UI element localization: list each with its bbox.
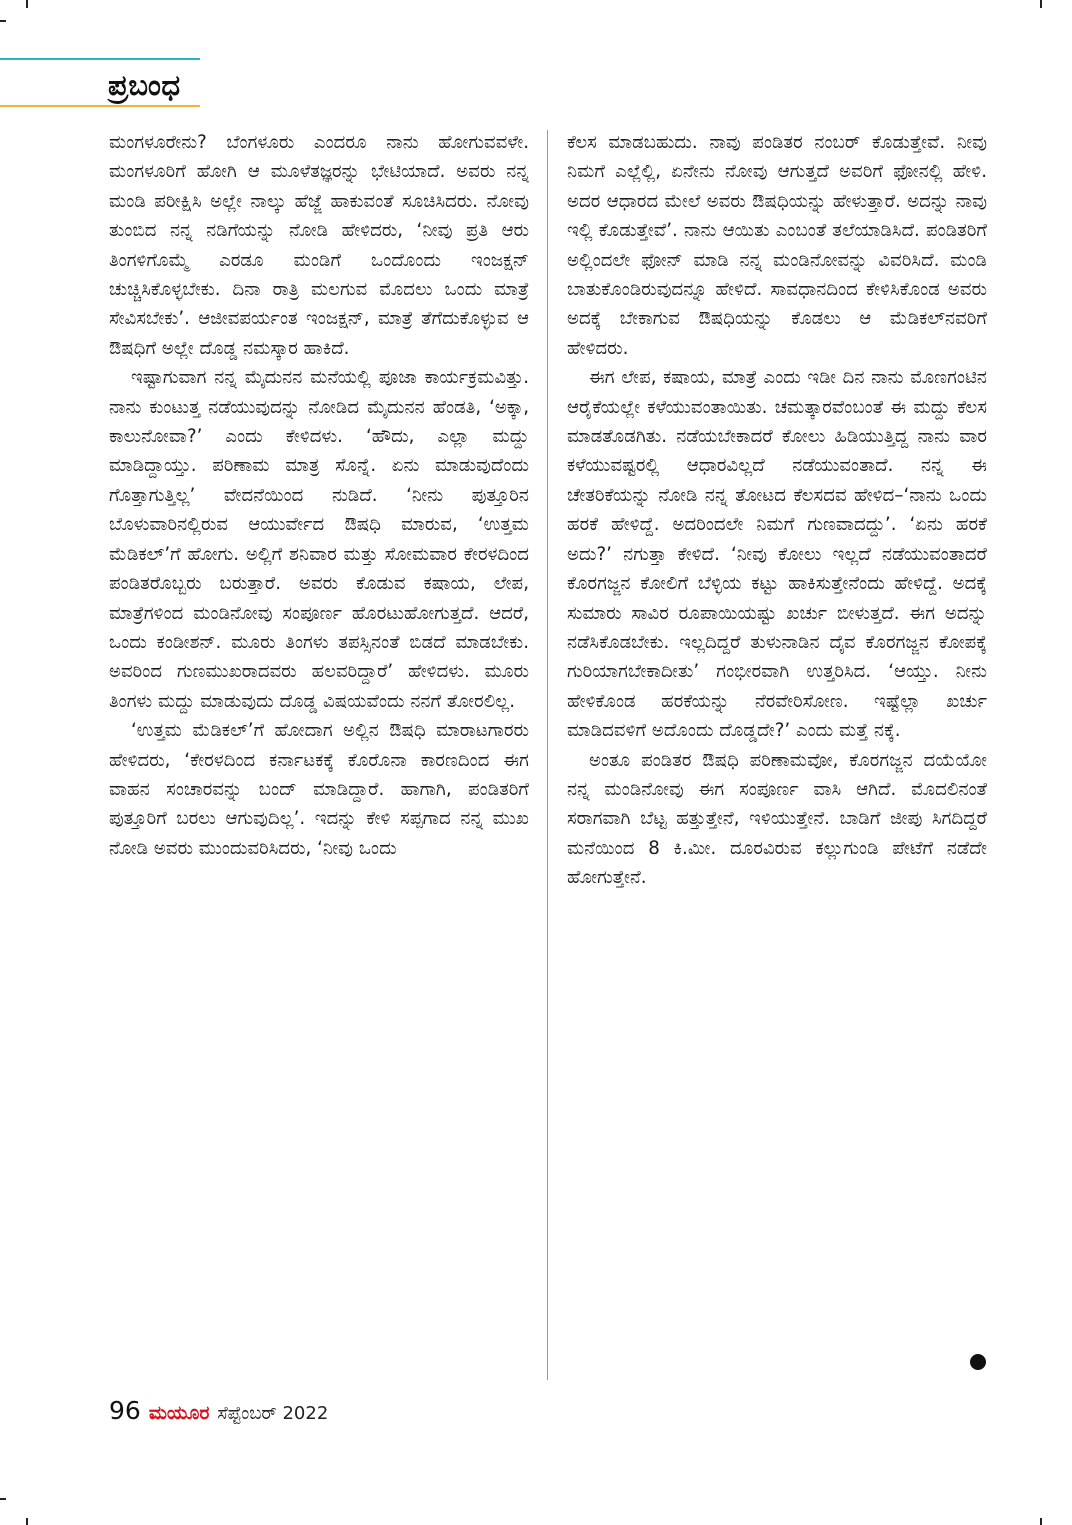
crop-mark	[26, 1518, 28, 1525]
article-column-left	[109, 128, 529, 863]
header-rule-top	[0, 58, 200, 60]
section-title: ಪ್ರಬಂಧ	[108, 68, 181, 102]
article-paragraph: ಮಂಗಳೂರೇನು? ಬೆಂಗಳೂರು ಎಂದರೂ ನಾನು ಹೋಗುವವಳೇ. ಮಂಗಳೂರಿಗೆ ಹೋಗಿ ಆ ಮೂಳೆತಜ್ಞರನ್ನು ಭೇಟಿಯಾದೆ. ಅವರು ನನ್ನ ಮಂಡಿ ಪರೀಕ್ಷಿಸಿ ಅಲ್ಲೇ ನಾಲ್ಕು ಹೆಜ್ಜೆ ಹಾಕುವಂತೆ ಸೂಚಿಸಿದರು. ನೋವು ತುಂಬಿದ ನನ್ನ ನಡಿಗೆಯನ್ನು ನೋಡಿ ಹೇಳಿದರು, ‘ನೀವು ಪ್ರತಿ ಆರು ತಿಂಗಳಿಗೊಮ್ಮೆ ಎರಡೂ ಮಂಡಿಗೆ ಒಂದೊಂದು ಇಂಜಕ್ಷನ್ ಚುಚ್ಚಿಸಿಕೊಳ್ಳಬೇಕು. ದಿನಾ ರಾತ್ರಿ ಮಲಗುವ ಮೊದಲು ಒಂದು ಮಾತ್ರೆ ಸೇವಿಸಬೇಕು’. ಆಜೀವಪರ್ಯಂತ ಇಂಜಕ್ಷನ್, ಮಾತ್ರೆ ತೆಗೆದುಕೊಳ್ಳುವ ಆ ಔಷಧಿಗೆ ಅಲ್ಲೇ ದೊಡ್ಡ ನಮಸ್ಕಾರ ಹಾಕಿದೆ.	[109, 132, 529, 359]
crop-mark	[1040, 1518, 1042, 1525]
article-paragraph: ‘ಉತ್ತಮ ಮೆಡಿಕಲ್’ಗೆ ಹೋದಾಗ ಅಲ್ಲಿನ ಔಷಧಿ ಮಾರಾಟಗಾರರು ಹೇಳಿದರು, ‘ಕೇರಳದಿಂದ ಕರ್ನಾಟಕಕ್ಕೆ ಕೊರೊನಾ ಕಾರಣದಿಂದ ಈಗ ವಾಹನ ಸಂಚಾರವನ್ನು ಬಂದ್ ಮಾಡಿದ್ದಾರೆ. ಹಾಗಾಗಿ, ಪಂಡಿತರಿಗೆ ಪುತ್ತೂರಿಗೆ ಬರಲು ಆಗುವುದಿಲ್ಲ’. ಇದನ್ನು ಕೇಳಿ ಸಪ್ಪಗಾದ ನನ್ನ ಮುಖ ನೋಡಿ ಅವರು ಮುಂದುವರಿಸಿದರು, ‘ನೀವು ಒಂದು	[109, 720, 529, 859]
article-paragraph: ಈಗ ಲೇಪ, ಕಷಾಯ, ಮಾತ್ರೆ ಎಂದು ಇಡೀ ದಿನ ನಾನು ಮೊಣಗಂಟಿನ ಆರೈಕೆಯಲ್ಲೇ ಕಳೆಯುವಂತಾಯಿತು. ಚಮತ್ಕಾರವೆಂಬಂತೆ ಈ ಮದ್ದು ಕೆಲಸ ಮಾಡತೊಡಗಿತು. ನಡೆಯಬೇಕಾದರೆ ಕೋಲು ಹಿಡಿಯುತ್ತಿದ್ದ ನಾನು ವಾರ ಕಳೆಯುವಷ್ಟರಲ್ಲಿ ಆಧಾರವಿಲ್ಲದೆ ನಡೆಯುವಂತಾದೆ. ನನ್ನ ಈ ಚೇತರಿಕೆಯನ್ನು ನೋಡಿ ನನ್ನ ತೋಟದ ಕೆಲಸದವ ಹೇಳಿದ–‘ನಾನು ಒಂದು ಹರಕೆ ಹೇಳಿದ್ದೆ. ಅದರಿಂದಲೇ ನಿಮಗೆ ಗುಣವಾದದ್ದು’. ‘ಏನು ಹರಕೆ ಅದು?’ ನಗುತ್ತಾ ಕೇಳಿದೆ. ‘ನೀವು ಕೋಲು ಇಲ್ಲದೆ ನಡೆಯುವಂತಾದರೆ ಕೊರಗಜ್ಜನ ಕೋಲಿಗೆ ಬೆಳ್ಳಿಯ ಕಟ್ಟು ಹಾಕಿಸುತ್ತೇನೆಂದು ಹೇಳಿದ್ದೆ. ಅದಕ್ಕೆ ಸುಮಾರು ಸಾವಿರ ರೂಪಾಯಿಯಷ್ಟು ಖರ್ಚು ಬೀಳುತ್ತದೆ. ಈಗ ಅದನ್ನು ನಡೆಸಿಕೊಡಬೇಕು. ಇಲ್ಲದಿದ್ದರೆ ತುಳುನಾಡಿನ ದೈವ ಕೊರಗಜ್ಜನ ಕೋಪಕ್ಕೆ ಗುರಿಯಾಗಬೇಕಾದೀತು’ ಗಂಭೀರವಾಗಿ ಉತ್ತರಿಸಿದ. ‘ಆಯ್ತು. ನೀನು ಹೇಳಿಕೊಂಡ ಹರಕೆಯನ್ನು ನೆರವೇರಿಸೋಣ. ಇಷ್ಟೆಲ್ಲಾ ಖರ್ಚು ಮಾಡಿದವಳಿಗೆ ಅದೊಂದು ದೊಡ್ಡದೇ?’ ಎಂದು ಮತ್ತೆ ನಕ್ಕೆ.	[567, 367, 987, 742]
crop-mark	[0, 1498, 6, 1500]
column-divider	[547, 130, 548, 1380]
crop-mark	[26, 0, 28, 8]
page-footer	[109, 1396, 328, 1425]
end-of-article-dot-icon	[970, 1354, 986, 1370]
crop-mark	[0, 20, 6, 22]
article-column-right	[567, 128, 987, 893]
page-number: 96	[109, 1396, 141, 1425]
magazine-logo: ಮಯೂರ	[148, 1402, 210, 1424]
article-paragraph: ಕೆಲಸ ಮಾಡಬಹುದು. ನಾವು ಪಂಡಿತರ ನಂಬರ್ ಕೊಡುತ್ತೇವೆ. ನೀವು ನಿಮಗೆ ಎಲ್ಲೆಲ್ಲಿ, ಏನೇನು ನೋವು ಆಗುತ್ತದೆ ಅವರಿಗೆ ಫೋನಲ್ಲಿ ಹೇಳಿ. ಅದರ ಆಧಾರದ ಮೇಲೆ ಅವರು ಔಷಧಿಯನ್ನು ಹೇಳುತ್ತಾರೆ. ಅದನ್ನು ನಾವು ಇಲ್ಲಿ ಕೊಡುತ್ತೇವೆ’. ನಾನು ಆಯಿತು ಎಂಬಂತೆ ತಲೆಯಾಡಿಸಿದೆ. ಪಂಡಿತರಿಗೆ ಅಲ್ಲಿಂದಲೇ ಫೋನ್ ಮಾಡಿ ನನ್ನ ಮಂಡಿನೋವನ್ನು ವಿವರಿಸಿದೆ. ಮಂಡಿ ಬಾತುಕೊಂಡಿರುವುದನ್ನೂ ಹೇಳಿದೆ. ಸಾವಧಾನದಿಂದ ಕೇಳಿಸಿಕೊಂಡ ಅವರು ಅದಕ್ಕೆ ಬೇಕಾಗುವ ಔಷಧಿಯನ್ನು ಕೊಡಲು ಆ ಮೆಡಿಕಲ್‌ನವರಿಗೆ ಹೇಳಿದರು.	[567, 132, 987, 359]
article-paragraph: ಇಷ್ಟಾಗುವಾಗ ನನ್ನ ಮೈದುನನ ಮನೆಯಲ್ಲಿ ಪೂಜಾ ಕಾರ್ಯಕ್ರಮವಿತ್ತು. ನಾನು ಕುಂಟುತ್ತ ನಡೆಯುವುದನ್ನು ನೋಡಿದ ಮೈದುನನ ಹೆಂಡತಿ, ‘ಅಕ್ಕಾ, ಕಾಲುನೋವಾ?’ ಎಂದು ಕೇಳಿದಳು. ‘ಹೌದು, ಎಲ್ಲಾ ಮದ್ದು ಮಾಡಿದ್ದಾಯ್ತು. ಪರಿಣಾಮ ಮಾತ್ರ ಸೊನ್ನೆ. ಏನು ಮಾಡುವುದೆಂದು ಗೊತ್ತಾಗುತ್ತಿಲ್ಲ’ ವೇದನೆಯಿಂದ ನುಡಿದೆ. ‘ನೀನು ಪುತ್ತೂರಿನ ಬೊಳುವಾರಿನಲ್ಲಿರುವ ಆಯುರ್ವೇದ ಔಷಧಿ ಮಾರುವ, ‘ಉತ್ತಮ ಮೆಡಿಕಲ್’ಗೆ ಹೋಗು. ಅಲ್ಲಿಗೆ ಶನಿವಾರ ಮತ್ತು ಸೋಮವಾರ ಕೇರಳದಿಂದ ಪಂಡಿತರೊಬ್ಬರು ಬರುತ್ತಾರೆ. ಅವರು ಕೊಡುವ ಕಷಾಯ, ಲೇಪ, ಮಾತ್ರೆಗಳಿಂದ ಮಂಡಿನೋವು ಸಂಪೂರ್ಣ ಹೊರಟುಹೋಗುತ್ತದೆ. ಆದರೆ, ಒಂದು ಕಂಡೀಶನ್. ಮೂರು ತಿಂಗಳು ತಪಸ್ಸಿನಂತೆ ಬಿಡದೆ ಮಾಡಬೇಕು. ಅವರಿಂದ ಗುಣಮುಖರಾದವರು ಹಲವರಿದ್ದಾರೆ’ ಹೇಳಿದಳು. ಮೂರು ತಿಂಗಳು ಮದ್ದು ಮಾಡುವುದು ದೊಡ್ಡ ವಿಷಯವೆಂದು ನನಗೆ ತೋರಲಿಲ್ಲ.	[109, 367, 529, 712]
header-rule-bottom	[0, 105, 200, 107]
article-paragraph: ಅಂತೂ ಪಂಡಿತರ ಔಷಧಿ ಪರಿಣಾಮವೋ, ಕೊರಗಜ್ಜನ ದಯೆಯೋ ನನ್ನ ಮಂಡಿನೋವು ಈಗ ಸಂಪೂರ್ಣ ವಾಸಿ ಆಗಿದೆ. ಮೊದಲಿನಂತೆ ಸರಾಗವಾಗಿ ಬೆಟ್ಟ ಹತ್ತುತ್ತೇನೆ, ಇಳಿಯುತ್ತೇನೆ. ಬಾಡಿಗೆ ಜೀಪು ಸಿಗದಿದ್ದರೆ ಮನೆಯಿಂದ 8 ಕಿ.ಮೀ. ದೂರವಿರುವ ಕಲ್ಲುಗುಂಡಿ ಪೇಟೆಗೆ ನಡೆದೇ ಹೋಗುತ್ತೇನೆ.	[567, 749, 987, 889]
section-header	[0, 58, 210, 108]
crop-mark	[1040, 0, 1042, 8]
issue-date: ಸೆಪ್ಟೆಂಬರ್ 2022	[217, 1403, 329, 1424]
